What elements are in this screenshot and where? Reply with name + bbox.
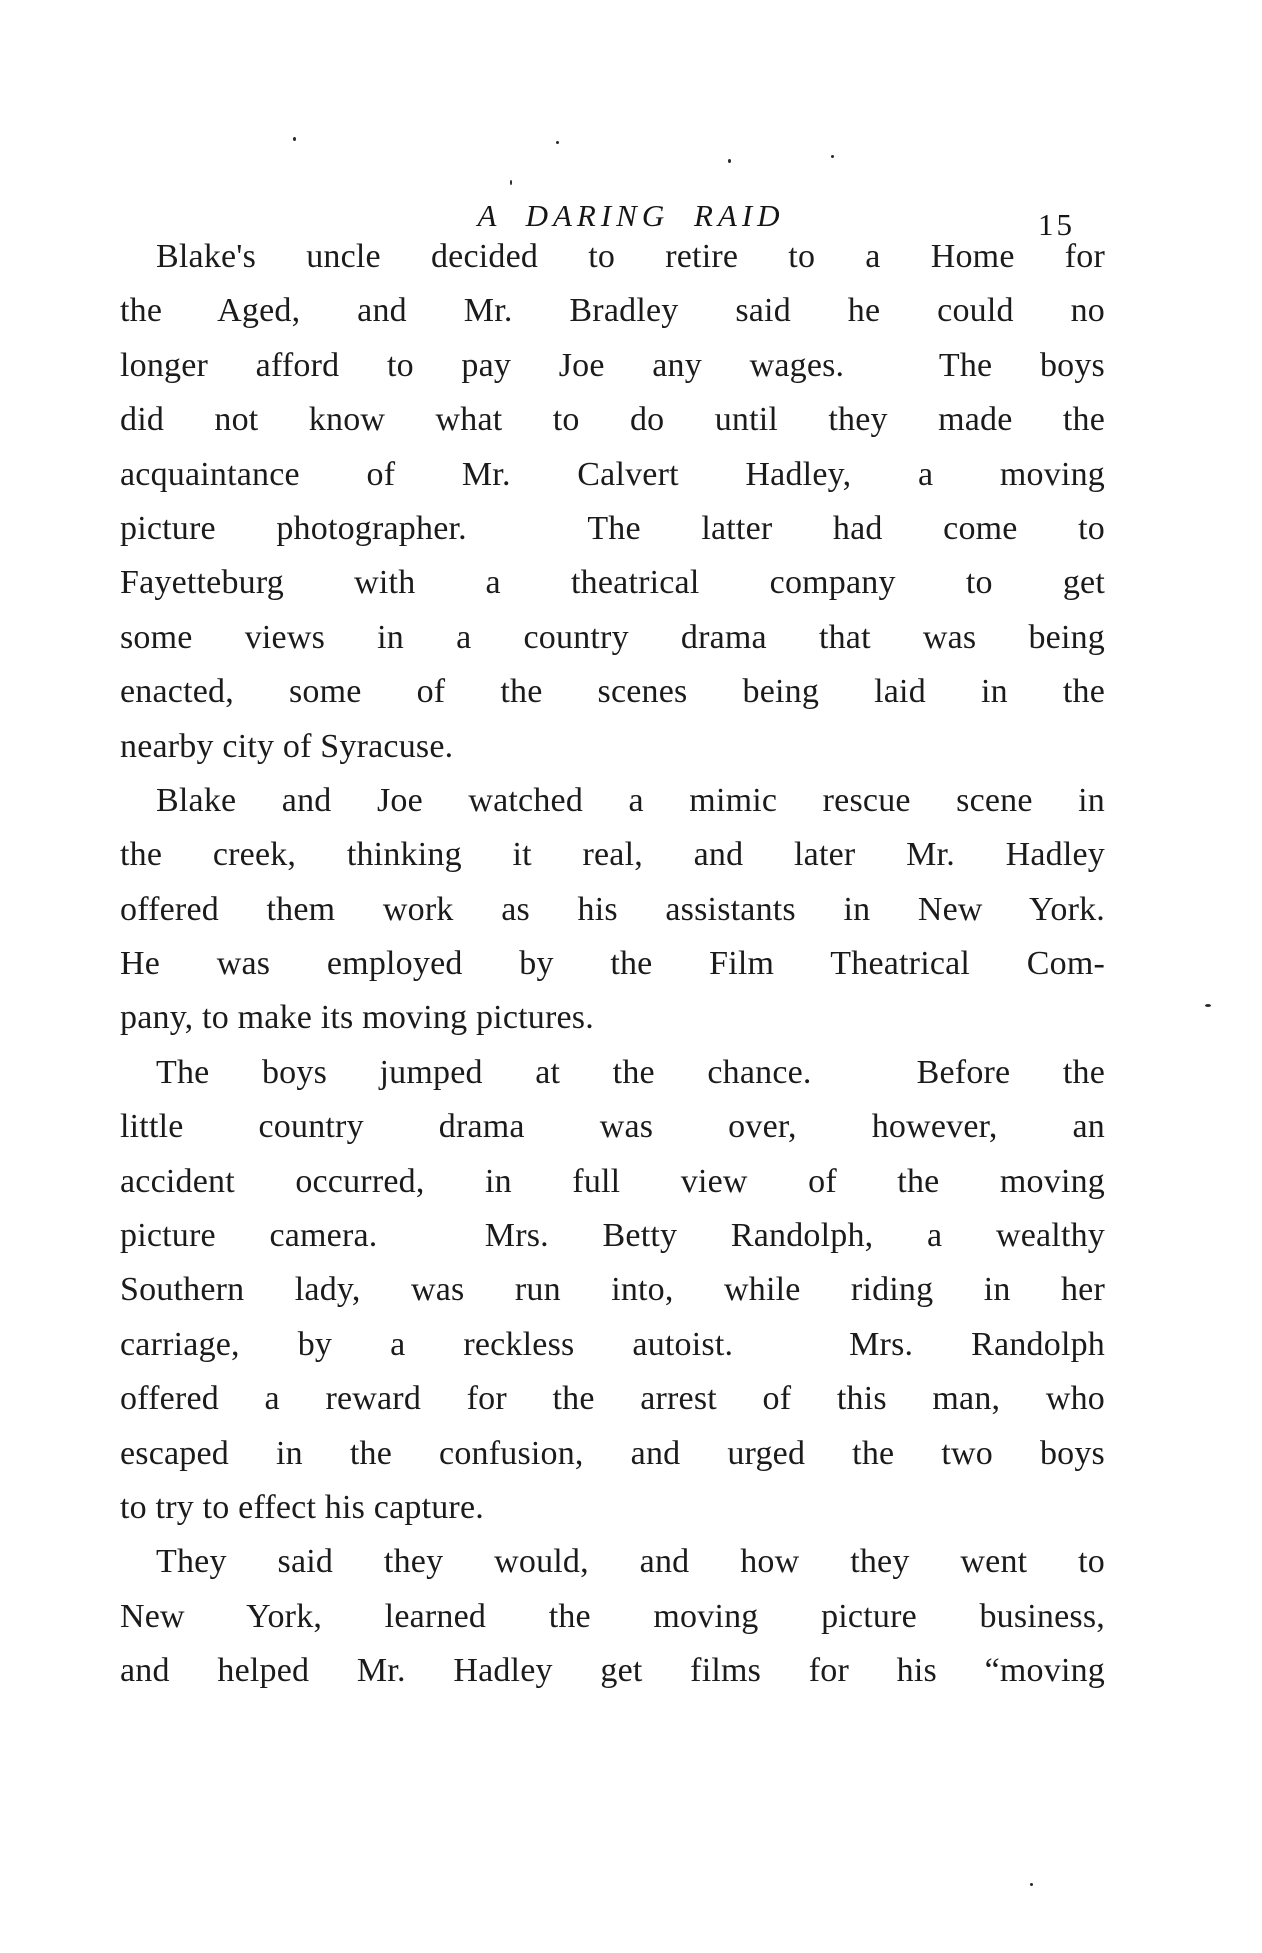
text-line: nearby city of Syracuse. (120, 727, 454, 765)
text-line: pany, to make its moving pictures. (120, 999, 594, 1037)
body-text (120, 230, 1105, 1699)
text-line: offered a reward for the arrest of this man, who (120, 1380, 1105, 1418)
text-line: longer afford to pay Joe any wages. The boys (120, 346, 1105, 384)
text-line: little country drama was over, however, an (120, 1108, 1105, 1146)
text-line: Southern lady, was run into, while riding in her (120, 1271, 1105, 1309)
text-line: carriage, by a reckless autoist. Mrs. Randolph (120, 1325, 1105, 1363)
scan-speck (510, 180, 512, 185)
running-head-title: A DARING RAID (477, 198, 785, 233)
text-line: enacted, some of the scenes being laid in the (120, 673, 1105, 711)
text-line: picture photographer. The latter had come to (120, 509, 1105, 547)
scan-speck (293, 137, 296, 141)
text-line: the Aged, and Mr. Bradley said he could no (120, 292, 1105, 330)
scan-speck (728, 159, 731, 163)
text-line: some views in a country drama that was being (120, 618, 1105, 656)
scan-speck (1030, 1883, 1033, 1886)
page-number: 15 (1038, 207, 1075, 242)
text-line: to try to effect his capture. (120, 1488, 484, 1526)
text-line: accident occurred, in full view of the moving (120, 1162, 1105, 1200)
text-line: escaped in the confusion, and urged the two boys (120, 1434, 1105, 1472)
scan-speck (1205, 1004, 1211, 1007)
text-line: and helped Mr. Hadley get films for his “moving (120, 1652, 1105, 1690)
text-line: They said they would, and how they went to (156, 1543, 1105, 1581)
text-line: did not know what to do until they made the (120, 401, 1105, 439)
text-line: picture camera. Mrs. Betty Randolph, a wealthy (120, 1217, 1105, 1255)
scan-speck (831, 155, 834, 158)
text-line: offered them work as his assistants in New York. (120, 890, 1105, 928)
scan-speck (556, 141, 559, 144)
text-line: The boys jumped at the chance. Before the (156, 1053, 1105, 1091)
text-line: Blake and Joe watched a mimic rescue scene in (156, 781, 1105, 819)
text-line: acquaintance of Mr. Calvert Hadley, a moving (120, 455, 1105, 493)
text-line: Fayetteburg with a theatrical company to get (120, 564, 1105, 602)
text-line: He was employed by the Film Theatrical Com- (120, 945, 1105, 983)
text-line: New York, learned the moving picture business, (120, 1597, 1105, 1635)
text-line: Blake's uncle decided to retire to a Home for (156, 238, 1105, 275)
text-line: the creek, thinking it real, and later Mr. Hadley (120, 836, 1105, 874)
